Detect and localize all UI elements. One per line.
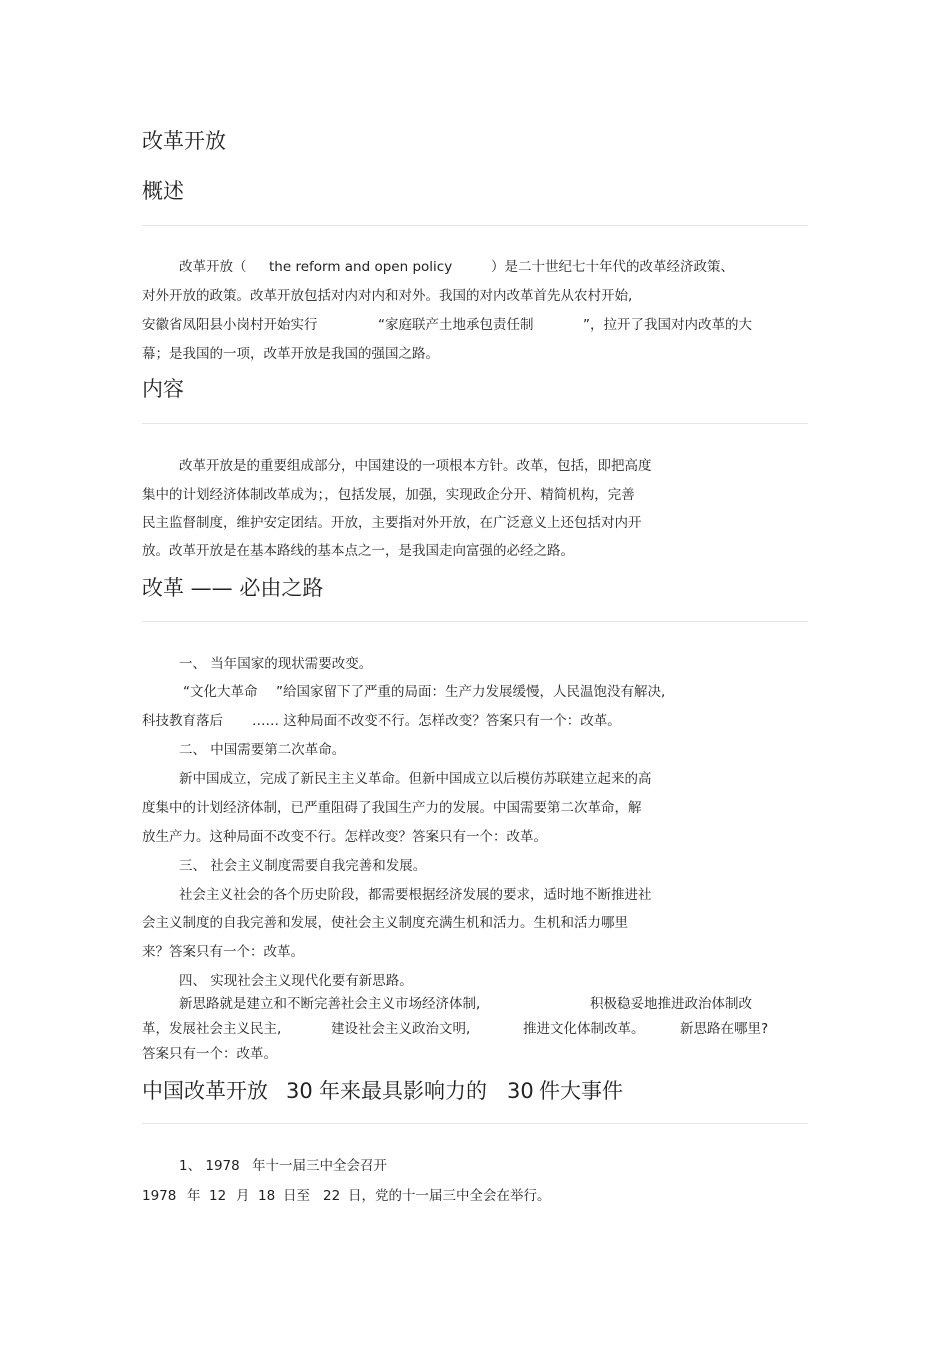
list-heading: 1、 1978 — [179, 1158, 240, 1174]
list-heading: 二、 中国需要第二次革命。 — [179, 742, 346, 758]
text-line: 月 — [236, 1188, 250, 1204]
text-line: 民主监督制度，维护安定团结。开放，主要指对外开放，在广泛意义上还包括对内开 — [142, 515, 642, 531]
text-line: 12 — [209, 1188, 227, 1204]
list-heading: 三、 社会主义制度需要自我完善和发展。 — [179, 858, 427, 874]
text-line: 答案只有一个：改革。 — [142, 1046, 277, 1062]
text-line: 新思路就是建立和不断完善社会主义市场经济体制, — [179, 996, 481, 1012]
text-line: “文化大革命 — [183, 684, 258, 700]
text-line: 1978 — [142, 1188, 177, 1204]
text-line: 积极稳妥地推进政治体制改 — [590, 996, 752, 1012]
text-line: the reform and open policy — [269, 259, 453, 275]
section-heading-overview: 概述 — [142, 179, 184, 203]
section-heading-content: 内容 — [142, 377, 184, 401]
text-line: 科技教育落后 — [142, 713, 223, 729]
text-line: 安徽省凤阳县小岗村开始实行 — [142, 317, 318, 333]
heading-part: 中国改革开放 — [142, 1079, 268, 1103]
text-line: 会主义制度的自我完善和发展，使社会主义制度充满生机和活力。生机和活力哪里 — [142, 915, 628, 931]
text-line: 推进文化体制改革。 — [523, 1021, 645, 1037]
text-line: 改革开放是的重要组成部分，中国建设的一项根本方针。改革，包括，即把高度 — [179, 458, 652, 474]
text-line: ）是二十世纪七十年代的改革经济政策、 — [491, 259, 734, 275]
heading-part: 30 — [507, 1079, 534, 1103]
list-heading: 四、 实现社会主义现代化要有新思路。 — [179, 973, 413, 989]
text-line: 22 — [323, 1188, 341, 1204]
page-title: 改革开放 — [142, 129, 226, 153]
section-divider — [142, 621, 808, 622]
text-line: 新思路在哪里? — [680, 1021, 769, 1037]
section-divider — [142, 423, 808, 424]
text-line: 度集中的计划经济体制，已严重阻碍了我国生产力的发展。中国需要第二次革命，解 — [142, 800, 642, 816]
section-divider — [142, 225, 808, 226]
text-line: 放生产力。这种局面不改变不行。怎样改变？答案只有一个：改革。 — [142, 829, 547, 845]
text-line: 日至 — [283, 1188, 310, 1204]
heading-part: 年来最具影响力的 — [319, 1079, 487, 1103]
text-line: “家庭联产土地承包责任制 — [378, 317, 534, 333]
text-line: 建设社会主义政治文明, — [331, 1021, 471, 1037]
text-line: 年 — [187, 1188, 201, 1204]
text-line: 来？答案只有一个：改革。 — [142, 944, 304, 960]
text-line: …… 这种局面不改变不行。怎样改变？答案只有一个：改革。 — [252, 713, 621, 729]
heading-part: 件大事件 — [539, 1079, 623, 1103]
text-line: 18 — [258, 1188, 276, 1204]
text-line: 新中国成立，完成了新民主主义革命。但新中国成立以后模仿苏联建立起来的高 — [179, 771, 652, 787]
text-line: ”给国家留下了严重的局面：生产力发展缓慢，人民温饱没有解决, — [276, 684, 666, 700]
text-line: 日，党的十一届三中全会在举行。 — [348, 1188, 551, 1204]
list-heading: 年十一届三中全会召开 — [252, 1158, 387, 1174]
text-line: 社会主义社会的各个历史阶段，都需要根据经济发展的要求，适时地不断推进社 — [179, 887, 652, 903]
text-line: 放。改革开放是在基本路线的基本点之一，是我国走向富强的必经之路。 — [142, 543, 574, 559]
text-line: 幕；是我国的一项，改革开放是我国的强国之路。 — [142, 346, 439, 362]
text-line: 改革开放（ — [179, 259, 247, 275]
section-divider — [142, 1123, 808, 1124]
text-line: 革，发展社会主义民主, — [142, 1021, 282, 1037]
text-line: ”，拉开了我国对内改革的大 — [583, 317, 752, 333]
list-heading: 一、 当年国家的现状需要改变。 — [179, 656, 373, 672]
text-line: 集中的计划经济体制改革成为；，包括发展，加强，实现政企分开、精简机构，完善 — [142, 487, 635, 503]
text-line: 对外开放的政策。改革开放包括对内对内和对外。我国的对内改革首先从农村开始, — [142, 288, 633, 304]
heading-part: 30 — [286, 1079, 313, 1103]
section-heading-reform-path: 改革 —— 必由之路 — [142, 576, 324, 600]
